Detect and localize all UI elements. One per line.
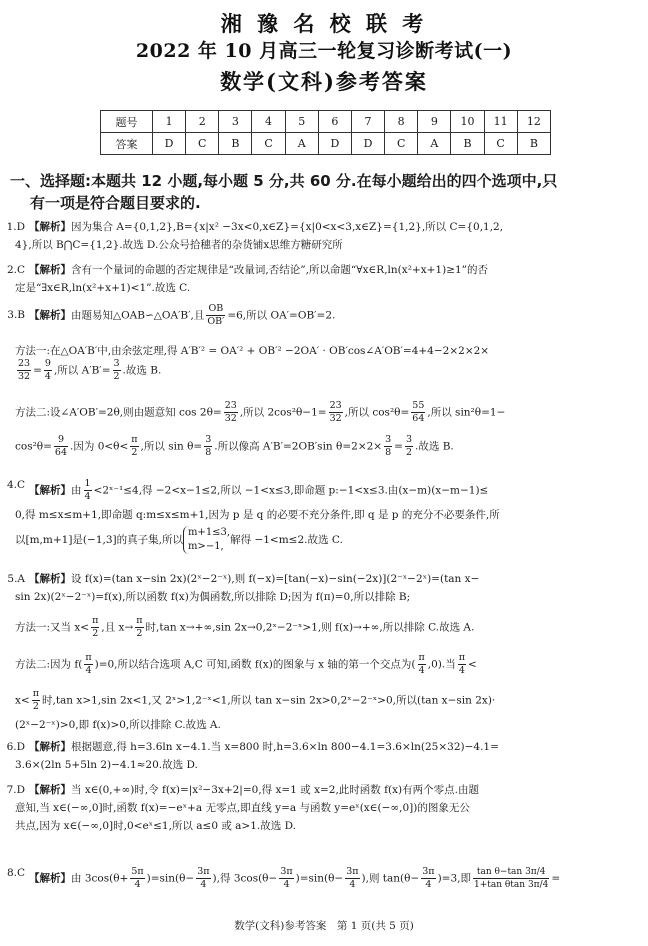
denominator: 4: [84, 491, 91, 502]
analysis-tag: 【解析】: [29, 221, 71, 233]
q3-number: 3.B: [7, 309, 25, 321]
answer-cell: D: [153, 133, 186, 155]
fraction: [418, 652, 426, 677]
answer-cell: C: [186, 133, 219, 155]
analysis-tag: 【解析】: [29, 309, 71, 322]
denominator: 4: [44, 371, 51, 382]
numerator: 5π: [131, 866, 144, 877]
q3-text: .因为 0<θ<: [70, 440, 129, 453]
answer-table: [100, 110, 551, 155]
fraction: [130, 434, 138, 459]
document-title: 数学(文科)参考答案: [220, 69, 428, 94]
q3-text: 由题易知△OAB∽△OA′B′,且: [71, 309, 205, 322]
fraction: [224, 400, 238, 425]
q5-text: 方法二:因为 f(: [15, 658, 83, 671]
denominator: 32: [224, 413, 237, 424]
fraction: [279, 866, 293, 891]
q7-text: 当 x∈(0,+∞)时,令 f(x)=|x²−3x+2|=0,得 x=1 或 x=2,此时函数 f(x)有两个零点.由题: [71, 784, 479, 796]
q4-line-2: 0,得 m≤x≤m+1,即命题 q:m≤x≤m+1,因为 p 是 q 的必要不充分条件,即 q 是 p 的充分不必要条件,所: [15, 509, 500, 521]
numerator: π: [92, 615, 99, 626]
answer-cell: C: [484, 133, 517, 155]
number-cell: 12: [517, 111, 550, 133]
numerator: π: [418, 652, 425, 663]
q2-text: 含有一个量词的命题的否定规律是“改量词,否结论”,所以命题“∀x∈R,ln(x²+x+1)≥1”的否: [71, 264, 489, 276]
denominator: 2: [136, 628, 143, 639]
exam-title: 2022 年 10 月高三一轮复习诊断考试(一): [135, 40, 513, 62]
denominator: 64: [412, 413, 425, 424]
q8-text: )=sin(θ−: [295, 872, 344, 885]
q3-text: =: [394, 440, 403, 453]
q8-text: =: [551, 872, 561, 885]
numerator: 23: [18, 358, 31, 369]
number-cell: 5: [285, 111, 318, 133]
fraction: [130, 866, 144, 891]
q2-line-2: 定是“∃x∈R,ln(x²+x+1)<1”.故选 C.: [15, 282, 191, 294]
q5-number: 5.A: [7, 573, 25, 585]
denominator: 64: [54, 447, 68, 458]
q3-method1-line-2: [15, 358, 648, 383]
number-cell: 11: [484, 111, 517, 133]
q3-text: ,所以 sin²θ=1−: [427, 406, 506, 419]
denominator: 4: [283, 879, 290, 890]
q3-text: ,所以 A′B′=: [53, 364, 111, 377]
q6-text: 根据题意,得 h=3.6ln x−4.1.当 x=800 时,h=3.6×ln 800−4.1=3.6×ln(25×32)−4.1=: [71, 741, 499, 753]
numerator: 3: [405, 434, 413, 445]
answer-table-answer-row: [101, 133, 551, 155]
answer-cell: B: [219, 133, 252, 155]
number-cell: 2: [186, 111, 219, 133]
q5-method2-line-3: (2ˣ−2⁻ˣ)>0,即 f(x)>0,所以排除 C.故选 A.: [15, 719, 221, 731]
q8-text: ),得 3cos(θ−: [212, 872, 278, 885]
q5-text: 设 f(x)=(tan x−sin 2x)(2ˣ−2⁻ˣ),则 f(−x)=[tan(−x)−sin(−2x)](2⁻ˣ−2ˣ)=(tan x−: [71, 573, 480, 585]
numerator: 3π: [346, 866, 359, 877]
fraction: [113, 358, 121, 383]
inequality: m+1≤3,: [187, 527, 231, 538]
q4-line-3: [15, 526, 648, 554]
numerator: 3π: [422, 866, 435, 877]
numerator: tan θ−tan 3π/4: [473, 866, 549, 879]
numerator: π: [85, 652, 92, 663]
answer-label-cell: 答案: [101, 133, 153, 155]
q3-text: .故选 B.: [122, 364, 162, 377]
answer-cell: B: [517, 133, 550, 155]
fraction: [196, 866, 210, 891]
analysis-tag: 【解析】: [29, 784, 71, 796]
denominator: 8: [385, 447, 392, 458]
denominator: 2: [131, 447, 138, 458]
q3-text: =6,所以 OA′=OB′=2.: [227, 309, 336, 322]
analysis-tag: 【解析】: [29, 872, 71, 885]
numerator: 9: [54, 434, 68, 447]
numerator: 3: [113, 358, 120, 369]
page-footer: 数学(文科)参考答案 第 1 页(共 5 页): [234, 920, 414, 932]
q5-method2-line-2: [15, 688, 648, 713]
number-cell: 8: [385, 111, 418, 133]
denominator: 8: [205, 447, 212, 458]
inequality-system: [183, 526, 230, 554]
fraction: [32, 688, 40, 713]
q8-text: )=3,即: [437, 872, 471, 885]
q8-text: )=sin(θ−: [146, 872, 195, 885]
q3-text: ,所以 cos²θ=: [344, 406, 410, 419]
answer-table-number-row: [101, 111, 551, 133]
q8-number: 8.C: [6, 867, 25, 879]
inequality: m>−1,: [187, 541, 224, 552]
q5-text: )=0,所以结合选项 A,C 可知,函数 f(x)的图象与 x 轴的第一个交点为(: [94, 658, 416, 671]
numerator: 55: [412, 400, 425, 411]
denominator: 2: [113, 371, 120, 382]
q1-number: 1.D: [6, 221, 25, 233]
number-cell: 9: [418, 111, 451, 133]
q3-text: 方法二:设∠A′OB′=2θ,则由题意知 cos 2θ=: [15, 406, 222, 419]
section-heading: [10, 170, 638, 214]
fraction: [204, 434, 212, 459]
fraction: [384, 434, 392, 459]
q5-text: x<: [15, 694, 30, 707]
numerator: 3: [205, 434, 212, 445]
q7-line-3: 共点,因为 x∈(−∞,0]时,0<eˣ≤1,所以 a≤0 或 a>1.故选 D.: [15, 820, 296, 832]
section-heading-line: 有一项是符合题目要求的.: [30, 194, 201, 212]
q6-number: 6.D: [6, 741, 25, 753]
q5-text: ,0).当: [427, 658, 456, 671]
denominator: 2: [405, 447, 413, 458]
answer-cell: A: [285, 133, 318, 155]
answer-cell: C: [252, 133, 285, 155]
q3-method2-line-1: [15, 400, 648, 425]
number-label-cell: 题号: [101, 111, 153, 133]
denominator: 4: [418, 665, 425, 676]
fraction: [84, 478, 92, 503]
numerator: 3π: [280, 866, 293, 877]
answer-cell: A: [418, 133, 451, 155]
answer-cell: D: [351, 133, 384, 155]
number-cell: 3: [219, 111, 252, 133]
q8-text: ),则 tan(θ−: [361, 872, 420, 885]
q1-line-2: 4},所以 B⋂C={1,2}.故选 D.公众号拾穗者的杂货铺x思维方糖研究所: [15, 239, 343, 251]
answer-cell: C: [385, 133, 418, 155]
q3-text: =: [33, 364, 42, 377]
numerator: 23: [329, 400, 342, 411]
numerator: 23: [224, 400, 237, 411]
q5-text: 时,tan x>1,sin 2x<1,又 2ˣ>1,2⁻ˣ<1,所以 tan x−sin 2x>0,2ˣ−2⁻ˣ>0,所以(tan x−sin 2x)·: [41, 694, 496, 707]
denominator: 2: [32, 701, 39, 712]
number-cell: 10: [451, 111, 484, 133]
denominator: 4: [349, 879, 356, 890]
numerator: 9: [44, 358, 51, 369]
fraction: [17, 358, 31, 383]
section-heading-line: 一、选择题:本题共 12 小题,每小题 5 分,共 60 分.在每小题给出的四个选项中,只: [10, 172, 558, 190]
denominator: 4: [425, 879, 432, 890]
denominator: OB′: [207, 316, 225, 327]
fraction: [405, 434, 413, 459]
q3-text: ,所以 sin θ=: [140, 440, 203, 453]
denominator: 4: [134, 879, 141, 890]
answer-cell: B: [451, 133, 484, 155]
q4-text: 以[m,m+1]是(−1,3]的真子集,所以: [15, 534, 183, 546]
numerator: π: [32, 688, 39, 699]
q3-method2-line-2: [15, 434, 648, 459]
denominator: 4: [458, 665, 465, 676]
numerator: 3: [385, 434, 392, 445]
analysis-tag: 【解析】: [29, 264, 71, 276]
q4-text: 解得 −1<m≤2.故选 C.: [230, 534, 343, 546]
fraction: [44, 358, 52, 383]
q3-text: cos²θ=: [15, 440, 52, 453]
denominator: 4: [200, 879, 207, 890]
numerator: OB: [206, 303, 225, 316]
q3-text: .所以像高 A′B′=2OB′sin θ=2×2×: [214, 440, 383, 453]
denominator: 2: [92, 628, 99, 639]
analysis-tag: 【解析】: [29, 573, 71, 585]
denominator: 32: [329, 413, 342, 424]
q7-line-2: 意知,当 x∈(−∞,0]时,函数 f(x)=−eˣ+a 无零点,即直线 y=a 与函数 y=eˣ(x∈(−∞,0])的图象无公: [15, 802, 470, 814]
answer-cell: D: [318, 133, 351, 155]
fraction: [329, 400, 343, 425]
analysis-tag: 【解析】: [29, 741, 71, 753]
q6-line-2: 3.6×(2ln 5+5ln 2)−4.1≈20.故选 D.: [15, 759, 198, 771]
q4-number: 4.C: [6, 479, 25, 491]
numerator: π: [458, 652, 465, 663]
number-cell: 4: [252, 111, 285, 133]
fraction: [345, 866, 359, 891]
q3-method1-line-1: 方法一:在△OA′B′中,由余弦定理,得 A′B′² = OA′² + OB′² −2OA′ · OB′cos∠A′OB′=4+4−2×2×2×: [15, 345, 490, 357]
fraction: [458, 652, 466, 677]
fraction: [206, 303, 225, 328]
q5-method1-line: [15, 615, 648, 640]
numerator: π: [136, 615, 143, 626]
exam-union-title: 湘 豫 名 校 联 考: [220, 11, 428, 36]
q2-number: 2.C: [6, 264, 25, 276]
fraction: [473, 866, 549, 891]
q5-text: ,且 x→: [101, 621, 134, 634]
numerator: π: [131, 434, 138, 445]
numerator: 3π: [197, 866, 210, 877]
number-cell: 6: [318, 111, 351, 133]
q8-text: 由 3cos(θ+: [71, 872, 129, 885]
numerator: 1: [84, 478, 91, 489]
denominator: 4: [85, 665, 92, 676]
denominator: 32: [18, 371, 31, 382]
denominator: 1+tan θtan 3π/4: [473, 880, 549, 890]
q5-text: 时,tan x→+∞,sin 2x→0,2ˣ−2⁻ˣ>1,则 f(x)→+∞,所以排除 C.故选 A.: [145, 621, 475, 634]
fraction: [421, 866, 435, 891]
q4-text: 由: [71, 484, 82, 497]
q1-text: 因为集合 A={0,1,2},B={x|x² −3x<0,x∈Z}={x|0<x<3,x∈Z}={1,2},所以 C={0,1,2,: [71, 221, 504, 233]
number-cell: 7: [351, 111, 384, 133]
fraction: [135, 615, 143, 640]
q5-text: <: [467, 658, 477, 671]
q7-number: 7.D: [6, 784, 25, 796]
fraction: [84, 652, 92, 677]
q5-method2-line-1: [15, 652, 648, 677]
fraction: [411, 400, 425, 425]
analysis-tag: 【解析】: [29, 484, 71, 497]
q5-text: 方法一:又当 x<: [15, 621, 90, 634]
q5-line-2: sin 2x)(2ˣ−2⁻ˣ)=f(x),所以函数 f(x)为偶函数,所以排除 D;因为 f(π)=0,所以排除 B;: [15, 591, 411, 603]
fraction: [54, 434, 68, 459]
q3-text: .故选 B.: [415, 440, 454, 453]
fraction: [91, 615, 99, 640]
number-cell: 1: [153, 111, 186, 133]
q4-text: <2ˣ⁻¹≤4,得 −2<x−1≤2,所以 −1<x≤3,即命题 p:−1<x≤3.由(x−m)(x−m−1)≤: [93, 484, 489, 497]
q3-text: ,所以 2cos²θ−1=: [239, 406, 327, 419]
